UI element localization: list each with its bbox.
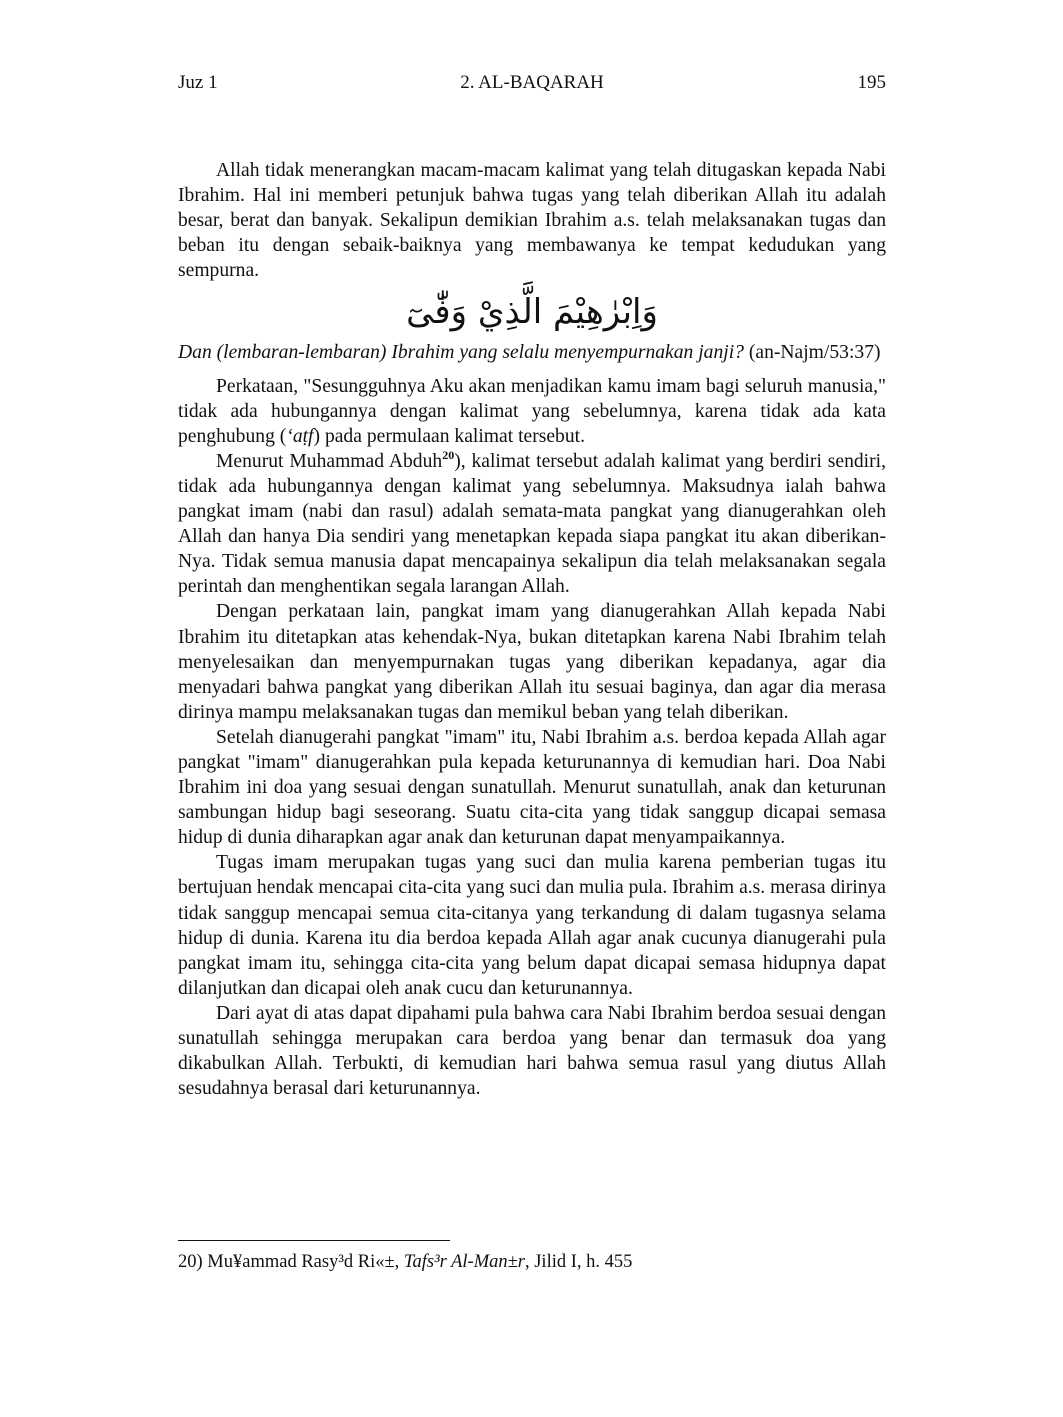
- quran-verse-arabic: وَاِبْرٰهِيْمَ الَّذِيْ وَفّٰىٓ: [406, 292, 658, 333]
- paragraph-perkataan: [178, 374, 886, 449]
- footnote: [178, 1252, 632, 1273]
- verse-translation: [178, 340, 886, 365]
- paragraph-perkataan-lain: Dengan perkataan lain, pangkat imam yang dianugerahkan Allah kepada Nabi Ibrahim itu ditetapkan atas kehendak-Nya, bukan ditetapkan karena Nabi Ibrahim telah menyelesaikan dan menyempurnakan tugas yang diberikan kepadanya, agar dia menyadari bahwa pangkat yang diberikan Allah itu sesuai baginya, dan agar dia merasa dirinya mampu melaksanakan tugas dan memikul beban yang telah diberikan.: [178, 601, 886, 723]
- running-header: [178, 72, 886, 100]
- footnote-details: , Jilid I, h. 455: [524, 1252, 633, 1272]
- arabic-term: ‘aṭf: [286, 425, 314, 447]
- footnote-title: Tafs³r Al-Man±r: [403, 1252, 525, 1272]
- paragraph-tugas-imam: Tugas imam merupakan tugas yang suci dan mulia karena pemberian tugas itu bertujuan hendak mencapai cita-cita yang suci dan mulia pula. Ibrahim a.s. merasa dirinya tidak sanggup mencapai semua cita-citanya yang terkandung di dalam tugasnya selama hidup di dunia. Karena itu dia berdoa kepada Allah agar anak cucunya dianugerahi pula pangkat imam itu, sehingga cita-cita yang belum dapat dicapai semasa hidupnya dapat dilanjutkan dan dicapai oleh anak cucu dan keturunannya.: [178, 852, 886, 999]
- page-number: 195: [857, 72, 886, 93]
- paragraph-setelah: Setelah dianugerahi pangkat "imam" itu, Nabi Ibrahim a.s. berdoa kepada Allah agar pangkat "imam" dianugerahkan pula kepada keturunannya di kemudian hari. Doa Nabi Ibrahim ini doa yang sesuai dengan sunatullah. Menurut sunatullah, anak dan keturunan sambungan hidup bagi seseorang. Suatu cita-cita yang tidak sanggup dicapai semasa hidup di dunia diharapkan agar anak dan keturunan dapat menyampaikannya.: [178, 726, 886, 849]
- page-body: [178, 158, 886, 1101]
- footnote-number: 20): [178, 1252, 203, 1272]
- juz-label: Juz 1: [178, 72, 218, 93]
- paragraph-abduh: [178, 449, 886, 600]
- paragraph-text: ) pada permulaan kalimat tersebut.: [313, 425, 585, 447]
- footnote-reference[interactable]: 20: [442, 447, 455, 462]
- paragraph-text: Menurut Muhammad Abduh: [216, 450, 443, 472]
- paragraph-text: Perkataan, "Sesungguhnya Aku akan menjadikan kamu imam bagi seluruh manusia," tidak ada hubungannya dengan kalimat yang sebelumnya, karena tidak ada kata penghubung (: [178, 375, 886, 447]
- surah-title: 2. AL-BAQARAH: [460, 72, 604, 93]
- paragraph-text: ), kalimat tersebut adalah kalimat yang berdiri sendiri, tidak ada hubungannya dengan kalimat yang sebelumnya. Maksudnya ialah bahwa pangkat imam (nabi dan rasul) adalah semata-mata pangkat yang dianugerahkan oleh Allah dan hanya Dia sendiri yang menetapkan kepada siapa pangkat itu akan diberikan-Nya. Tidak semua manusia dapat mencapainya sekalipun dia telah melaksanakan segala perintah dan menghentikan segala larangan Allah.: [178, 450, 886, 598]
- translation-text: Dan (lembaran-lembaran) Ibrahim yang selalu menyempurnakan janji?: [178, 342, 744, 364]
- footnote-author: Mu¥ammad Rasy³d Ri«±,: [207, 1252, 400, 1272]
- verse-reference: (an-Najm/53:37): [743, 342, 881, 364]
- paragraph-intro: Allah tidak menerangkan macam-macam kalimat yang telah ditugaskan kepada Nabi Ibrahim. Hal ini memberi petunjuk bahwa tugas yang telah diberikan Allah itu adalah besar, berat dan banyak. Sekalipun demikian Ibrahim a.s. telah melaksanakan tugas dan beban itu dengan sebaik-baiknya yang membawanya ke tempat kedudukan yang sempurna.: [178, 160, 886, 282]
- paragraph-dari-ayat: Dari ayat di atas dapat dipahami pula bahwa cara Nabi Ibrahim berdoa sesuai dengan sunatullah sehingga merupakan cara berdoa yang benar dan termasuk doa yang dikabulkan Allah. Terbukti, di kemudian hari bahwa semua rasul yang diutus Allah sesudahnya berasal dari keturunannya.: [178, 1002, 886, 1100]
- footnote-divider: [178, 1240, 450, 1241]
